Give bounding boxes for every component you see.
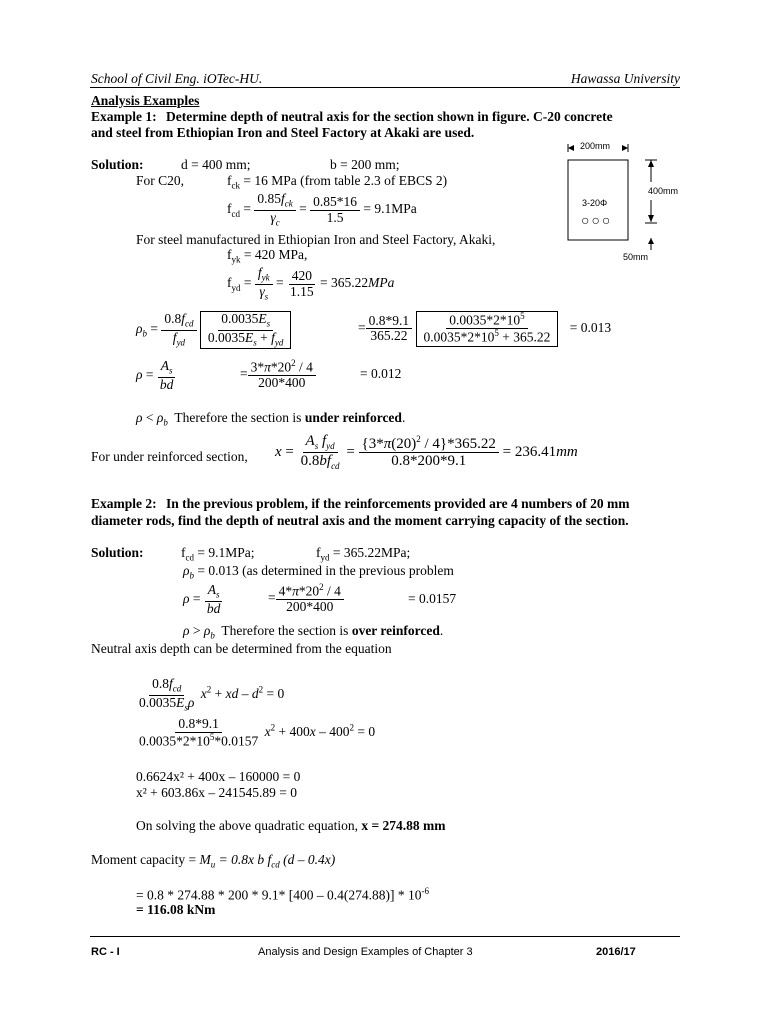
na-equation-4: x² + 603.86x – 241545.89 = 0 (136, 785, 298, 800)
sol2-rho-result: = 0.0157 (408, 591, 457, 606)
sol1-fck: = 16 MPa (from table 2.3 of EBCS 2) (243, 173, 448, 188)
fcd-fraction2: $\frac{0.85*16}{1.5}$ (310, 195, 360, 226)
sol1-d: d = 400 mm; (181, 157, 251, 172)
footer-right: 2016/17 (596, 946, 636, 958)
moment-capacity-line: Moment capacity = $M_u = 0.8x$ b $f_{cd}$ (d – 0.4x) (91, 852, 336, 870)
sol2-fcd: $f_{cd} = 9.1MPa$; (181, 545, 255, 563)
sol1-fyd-equation: $f_{yd}$ = $\frac{f_{yk}}{\gamma_s}$ = $\frac{420}{1.15}$ = 365.22MPa (227, 265, 395, 302)
footer-rule (90, 936, 680, 937)
fyd-fraction1: $\frac{f_{yk}}{\gamma_s}$ (255, 266, 273, 302)
rho-b-equation: $\rho_b$ = $\frac{0.8f_{cd}}{f_{yd}}$ $\frac{0.0035E_s}{0.0035E_s + f_{yd}}$ (136, 311, 291, 349)
header-left: School of Civil Eng. iOTec-HU. (91, 71, 263, 86)
rho-equation: ρ = $\frac{A_s}{bd}$ (136, 359, 176, 392)
sol2-compare: $\rho > \rho_b$ Therefore the section is over reinforced. (183, 623, 444, 641)
sol1-fck-line: $f_{ck} = 16$ MPa (from table 2.3 of EBCS 2) (227, 173, 448, 191)
example1-label: Example 1: (91, 109, 157, 124)
sol1-fyk-line: $f_{yk} = 420$ MPa, (227, 247, 308, 265)
example2-label: Example 2: (91, 496, 157, 511)
rho-b-result: = 0.013 (569, 319, 612, 335)
fcd-result: = 9.1MPa (363, 201, 417, 217)
sol2-fyd: $f_{yd} = 365.22MPa$; (316, 545, 411, 563)
moment-result: = 116.08 kNm (136, 902, 216, 917)
rho-result: = 0.012 (360, 366, 402, 381)
example1-text-line2: and steel from Ethiopian Iron and Steel Factory at Akaki are used. (91, 125, 475, 140)
bars-label: 3-20Φ (582, 198, 608, 208)
moment-calculation: = 0.8 * 274.88 * 200 * 9.1* $[400 - 0.4(274.88)] * 10^{-6}$ (136, 886, 429, 903)
neutral-axis-text: Neutral axis depth can be determined from the equation (91, 641, 392, 656)
solution1-label: Solution: (91, 157, 144, 172)
bars-symbol: ○○○ (581, 212, 613, 228)
cover-dimension-label: 50mm (623, 252, 649, 262)
sol2-rho-equation: ρ = $\frac{A_s}{bd}$ (183, 583, 223, 616)
solve-statement: On solving the above quadratic equation, x = 274.88 mm (136, 818, 446, 833)
example2-text-line1 (91, 496, 629, 512)
sol1-for-c20: For C20, (136, 173, 185, 188)
fcd-fraction1: $\frac{0.85f_{ck}}{\gamma_c}$ (254, 192, 295, 228)
sol1-steel-text: For steel manufactured in Ethiopian Iron and Steel Factory, Akaki, (136, 232, 496, 247)
rho-compare: $\rho < \rho_b$ Therefore the section is under reinforced. (136, 410, 406, 428)
solution2-label: Solution: (91, 545, 144, 560)
x-equation: x = $\frac{A_s f_{yd}}{0.8bf_{cd}}$ = $\frac{\{3*\pi(20)^2 / 4\}*365.22}{0.8*200*9.1}$ = 236.41mm (275, 433, 578, 471)
na-equation-1: $\frac{0.8f_{cd}}{0.0035E_s\rho}$ $x^2$ + xd – $d^2 = 0$ (139, 676, 285, 713)
height-dimension-label: 400mm (648, 186, 679, 196)
under-reinforced-text: For under reinforced section, (91, 449, 248, 464)
footer-left: RC - I (91, 946, 120, 958)
na-equation-3: 0.6624x² + 400x – 160000 = 0 (136, 769, 301, 784)
example1-text-line1 (91, 109, 613, 125)
section-figure (560, 138, 690, 268)
example1-statement: Determine depth of neutral axis for the section shown in figure. C-20 concrete (166, 109, 613, 124)
example2-statement: In the previous problem, if the reinforcements provided are 4 numbers of 20 mm (166, 496, 630, 511)
beam-section-drawing (560, 138, 690, 268)
na-equation-2: $\frac{0.8*9.1}{0.0035*2*10^5*0.0157}$ $x^2 + 400x - 400^2 = 0$ (139, 716, 376, 749)
sol1-b: b = 200 mm; (330, 157, 400, 172)
header-right: Hawassa University (570, 71, 680, 86)
section-title: Analysis Examples (91, 93, 200, 108)
footer-center: Analysis and Design Examples of Chapter 3 (258, 946, 473, 958)
example2-text-line2: diameter rods, find the depth of neutral axis and the moment carrying capacity of the section. (91, 513, 629, 528)
fyd-fraction2: $\frac{420}{1.15}$ (290, 267, 314, 299)
sol2-rho-substitution: = $\frac{4*\pi*20^2 / 4}{200*400}$ (268, 583, 344, 615)
sol1-fcd-equation: $f_{cd}$ = $\frac{0.85f_{ck}}{\gamma_c}$ = $\frac{0.85*16}{1.5}$ = 9.1MPa (227, 191, 417, 228)
sol2-rhob: $\rho_b = 0.013$ (as determined in the previous problem (183, 563, 454, 581)
rho-substitution: = $\frac{3*\pi*20^2 / 4}{200*400}$ (240, 359, 316, 391)
rho-b-substitution: = $\frac{0.8*9.1}{365.22}$ $\frac{0.0035*2*10^5}{0.0035*2*10^5 + 365.22}$ = 0.013 (358, 311, 612, 345)
width-dimension-label: 200mm (580, 141, 611, 151)
header-rule (90, 87, 680, 88)
